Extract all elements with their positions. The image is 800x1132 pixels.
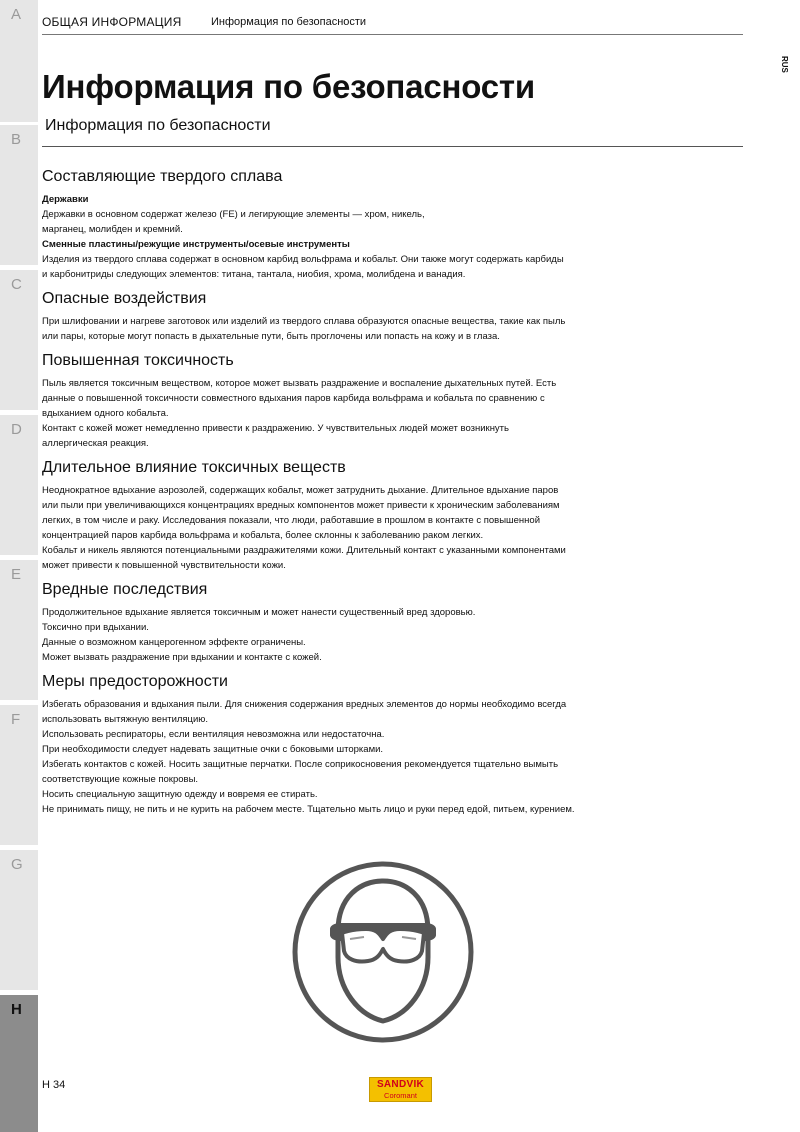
body-text: Токсично при вдыхании. — [42, 622, 149, 633]
tab-a[interactable] — [0, 0, 38, 122]
logo-line-1: SANDVIK — [376, 1079, 425, 1090]
body-text: марганец, молибден и кремний. — [42, 224, 183, 235]
body-text: Неоднократное вдыхание аэрозолей, содержащих кобальт, может затруднить дыхание. Длительное вдыхание паров — [42, 485, 559, 496]
language-code: RUS — [780, 56, 789, 73]
tab-b[interactable] — [0, 125, 38, 265]
tab-g[interactable] — [0, 850, 38, 990]
tab-label: F — [11, 711, 21, 728]
body-text: или пары, которые могут попасть в дыхательные пути, быть проглочены или попасть на кожу и в глаза. — [42, 331, 500, 342]
body-text: Не принимать пищу, не пить и не курить на рабочем месте. Тщательно мыть лицо и руки перед едой, питьем, курением. — [42, 804, 575, 815]
body-text: Державки в основном содержат железо (FE) и легирующие элементы — хром, никель, — [42, 209, 425, 220]
tab-label: H — [11, 1001, 22, 1018]
divider — [42, 146, 743, 147]
section-heading: Повышенная токсичность — [42, 352, 234, 369]
body-text: Продолжительное вдыхание является токсичным и может нанести существенный вред здоровью. — [42, 607, 476, 618]
body-text: Использовать респираторы, если вентиляция невозможна или недостаточна. — [42, 729, 385, 740]
body-text: Избегать контактов с кожей. Носить защитные перчатки. После соприкосновения рекомендуется тщательно вымыть — [42, 759, 559, 770]
body-text: данные о повышенной токсичности совместного вдыхания паров карбида вольфрама и кобальта по сравнению с — [42, 393, 545, 404]
tab-label: G — [11, 856, 23, 873]
body-text: использовать вытяжную вентиляцию. — [42, 714, 209, 725]
tab-label: B — [11, 131, 22, 148]
tab-e[interactable] — [0, 560, 38, 700]
running-header — [42, 15, 743, 35]
logo-line-2: Coromant — [384, 1091, 417, 1100]
tab-f[interactable] — [0, 705, 38, 845]
body-text: Избегать образования и вдыхания пыли. Для снижения содержания вредных элементов до нормы необходимо всегда — [42, 699, 567, 710]
sandvik-coromant-logo — [369, 1077, 432, 1102]
body-text: концентрацией паров карбида вольфрама и кобальта, более склонны к заболеванию раком легких. — [42, 530, 484, 541]
tab-c[interactable] — [0, 270, 38, 410]
header-section: ОБЩАЯ ИНФОРМАЦИЯ — [42, 15, 182, 29]
body-text: Контакт с кожей может немедленно привести к раздражению. У чувствительных людей может возникнуть — [42, 423, 509, 434]
body-text: соответствующие кожные покровы. — [42, 774, 199, 785]
body-text: легких, в том числе и раку. Исследования показали, что люди, работавшие в прошлом в контакте с повышенной — [42, 515, 541, 526]
subsection-label: Державки — [42, 194, 89, 205]
section-heading: Меры предосторожности — [42, 673, 228, 690]
section-heading: Составляющие твердого сплава — [42, 168, 283, 185]
page-subtitle: Информация по безопасности — [45, 117, 271, 134]
body-text: При шлифовании и нагреве заготовок или изделий из твердого сплава образуются опасные вещества, такие как пыль — [42, 316, 566, 327]
tab-label: C — [11, 276, 22, 293]
tab-d[interactable] — [0, 415, 38, 555]
tab-label: D — [11, 421, 22, 438]
section-heading: Опасные воздействия — [42, 290, 207, 307]
page-title: Информация по безопасности — [42, 68, 535, 105]
body-text: Данные о возможном канцерогенном эффекте ограничены. — [42, 637, 306, 648]
body-text: и карбонитриды следующих элементов: титана, тантала, ниобия, хрома, молибдена и ванадия. — [42, 269, 466, 280]
section-heading: Длительное влияние токсичных веществ — [42, 459, 346, 476]
content-body — [42, 168, 637, 817]
body-text: может привести к повышенной чувствительности кожи. — [42, 560, 286, 571]
body-text: Кобальт и никель являются потенциальными раздражителями кожи. Длительный контакт с указанными компонентами — [42, 545, 566, 556]
section-heading: Вредные последствия — [42, 581, 208, 598]
tab-h[interactable] — [0, 995, 38, 1132]
tab-label: A — [11, 6, 22, 23]
body-text: Может вызвать раздражение при вдыхании и контакте с кожей. — [42, 652, 322, 663]
body-text: При необходимости следует надевать защитные очки с боковыми шторками. — [42, 744, 384, 755]
body-text: Изделия из твердого сплава содержат в основном карбид вольфрама и кобальт. Они также могут содержать карбиды — [42, 254, 564, 265]
tab-label: E — [11, 566, 22, 583]
body-text: вдыханием одного кобальта. — [42, 408, 169, 419]
body-text: Носить специальную защитную одежду и вовремя ее стирать. — [42, 789, 318, 800]
page-number: H 34 — [42, 1079, 66, 1091]
body-text: Пыль является токсичным веществом, которое может вызвать раздражение и воспаление дыхательных путей. Есть — [42, 378, 557, 389]
subsection-label: Сменные пластины/режущие инструменты/осевые инструменты — [42, 239, 350, 250]
body-text: аллергическая реакция. — [42, 438, 149, 449]
safety-goggles-icon — [290, 859, 476, 1045]
section-tabs — [0, 0, 38, 1132]
body-text: или пыли при увеличивающихся концентрациях вредных компонентов может привести к хроническим заболеваниям — [42, 500, 560, 511]
header-subsection: Информация по безопасности — [211, 16, 367, 28]
